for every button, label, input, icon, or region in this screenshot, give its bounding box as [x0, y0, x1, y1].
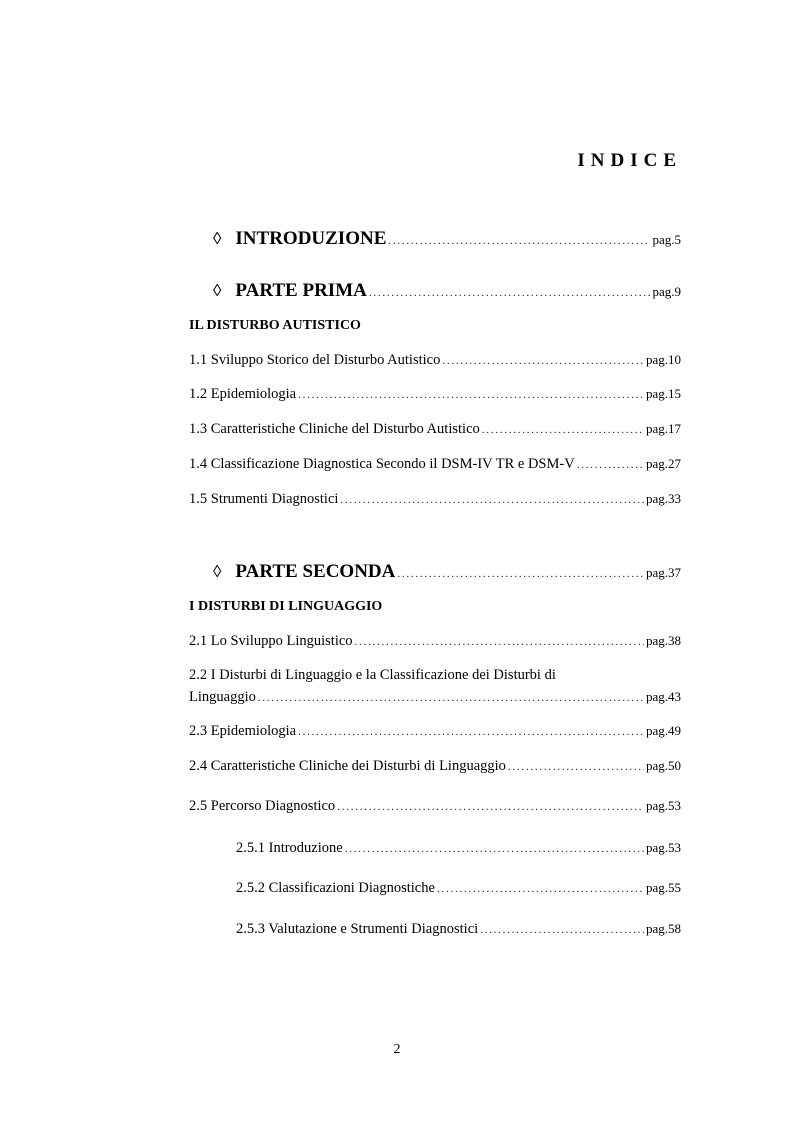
leader-dots	[388, 235, 650, 247]
toc-entry-label: 2.5.2 Classificazioni Diagnostiche	[236, 880, 435, 896]
toc-entry-2-5-2[interactable]	[236, 880, 681, 897]
toc-page-ref: pag.55	[645, 880, 681, 895]
toc-entry-2-3[interactable]	[189, 723, 681, 740]
leader-dots	[298, 726, 644, 738]
toc-page-ref: pag.15	[645, 386, 681, 401]
leader-dots	[258, 692, 644, 704]
toc-entry-1-4[interactable]	[189, 456, 681, 473]
leader-dots	[508, 761, 644, 773]
toc-entry-2-5[interactable]	[189, 798, 681, 815]
toc-page-ref: pag.9	[652, 284, 681, 299]
toc-entry-label: 2.5 Percorso Diagnostico	[189, 798, 336, 814]
toc-entry-label: 2.5.3 Valutazione e Strumenti Diagnostici	[236, 921, 479, 937]
toc-page-ref: pag.50	[645, 758, 681, 773]
leader-dots	[482, 424, 644, 436]
toc-entry-2-2[interactable]	[189, 689, 681, 706]
toc-entry-1-1[interactable]	[189, 352, 681, 369]
toc-page-ref: pag.53	[645, 798, 681, 813]
toc-entry-label: 1.3 Caratteristiche Cliniche del Disturbo Autistico	[189, 421, 480, 437]
toc-entry-2-4[interactable]	[189, 758, 681, 775]
section-heading-autistico: IL DISTURBO AUTISTICO	[189, 318, 361, 333]
toc-page-ref: pag.53	[645, 840, 681, 855]
toc-entry-label: 1.2 Epidemiologia	[189, 386, 297, 402]
toc-entry-label: 2.3 Epidemiologia	[189, 723, 297, 739]
leader-dots	[480, 924, 644, 936]
toc-page-ref: pag.37	[645, 565, 681, 580]
diamond-icon: ◊	[213, 281, 222, 300]
leader-dots	[337, 801, 644, 813]
leader-dots	[442, 355, 644, 367]
diamond-icon: ◊	[213, 229, 222, 248]
toc-entry-1-3[interactable]	[189, 421, 681, 438]
leader-dots	[345, 843, 644, 855]
toc-part-label: PARTE SECONDA	[235, 561, 396, 582]
toc-entry-label: 2.4 Caratteristiche Cliniche dei Disturbi di Linguaggio	[189, 758, 506, 774]
toc-entry-label: Linguaggio	[189, 689, 256, 705]
toc-part-label: INTRODUZIONE	[235, 228, 387, 249]
toc-entry-label: 2.5.1 Introduzione	[236, 840, 343, 856]
toc-page-ref: pag.5	[652, 232, 681, 247]
toc-page-ref: pag.49	[645, 723, 681, 738]
toc-part-introduzione[interactable]	[213, 228, 681, 250]
toc-page-ref: pag.10	[645, 352, 681, 367]
toc-entry-2-2-line1[interactable]: 2.2 I Disturbi di Linguaggio e la Classificazione dei Disturbi di	[189, 667, 556, 683]
toc-part-seconda[interactable]	[213, 561, 681, 583]
toc-page-ref: pag.27	[645, 456, 681, 471]
leader-dots	[577, 459, 644, 471]
toc-page-ref: pag.58	[645, 921, 681, 936]
section-heading-linguaggio: I DISTURBI DI LINGUAGGIO	[189, 599, 383, 614]
toc-page-ref: pag.33	[645, 491, 681, 506]
page-number: 2	[393, 1042, 401, 1057]
leader-dots	[298, 389, 644, 401]
toc-page-ref: pag.38	[645, 633, 681, 648]
toc-part-prima[interactable]	[213, 280, 681, 302]
leader-dots	[340, 494, 644, 506]
toc-entry-1-2[interactable]	[189, 386, 681, 403]
toc-entry-label: 1.5 Strumenti Diagnostici	[189, 491, 339, 507]
toc-entry-2-5-3[interactable]	[236, 921, 681, 938]
diamond-icon: ◊	[213, 562, 222, 581]
toc-entry-2-5-1[interactable]	[236, 840, 681, 857]
leader-dots	[437, 883, 644, 895]
toc-page-ref: pag.17	[645, 421, 681, 436]
leader-dots	[369, 287, 651, 299]
toc-page-ref: pag.43	[645, 689, 681, 704]
toc-part-label: PARTE PRIMA	[235, 280, 367, 301]
leader-dots	[397, 568, 644, 580]
toc-entry-label: 1.4 Classificazione Diagnostica Secondo il DSM-IV TR e DSM-V	[189, 456, 575, 472]
page-title: INDICE	[577, 150, 682, 171]
leader-dots	[355, 636, 644, 648]
toc-entry-1-5[interactable]	[189, 491, 681, 508]
toc-entry-label: 1.1 Sviluppo Storico del Disturbo Autistico	[189, 352, 441, 368]
toc-entry-2-1[interactable]	[189, 633, 681, 650]
toc-entry-label: 2.1 Lo Sviluppo Linguistico	[189, 633, 353, 649]
